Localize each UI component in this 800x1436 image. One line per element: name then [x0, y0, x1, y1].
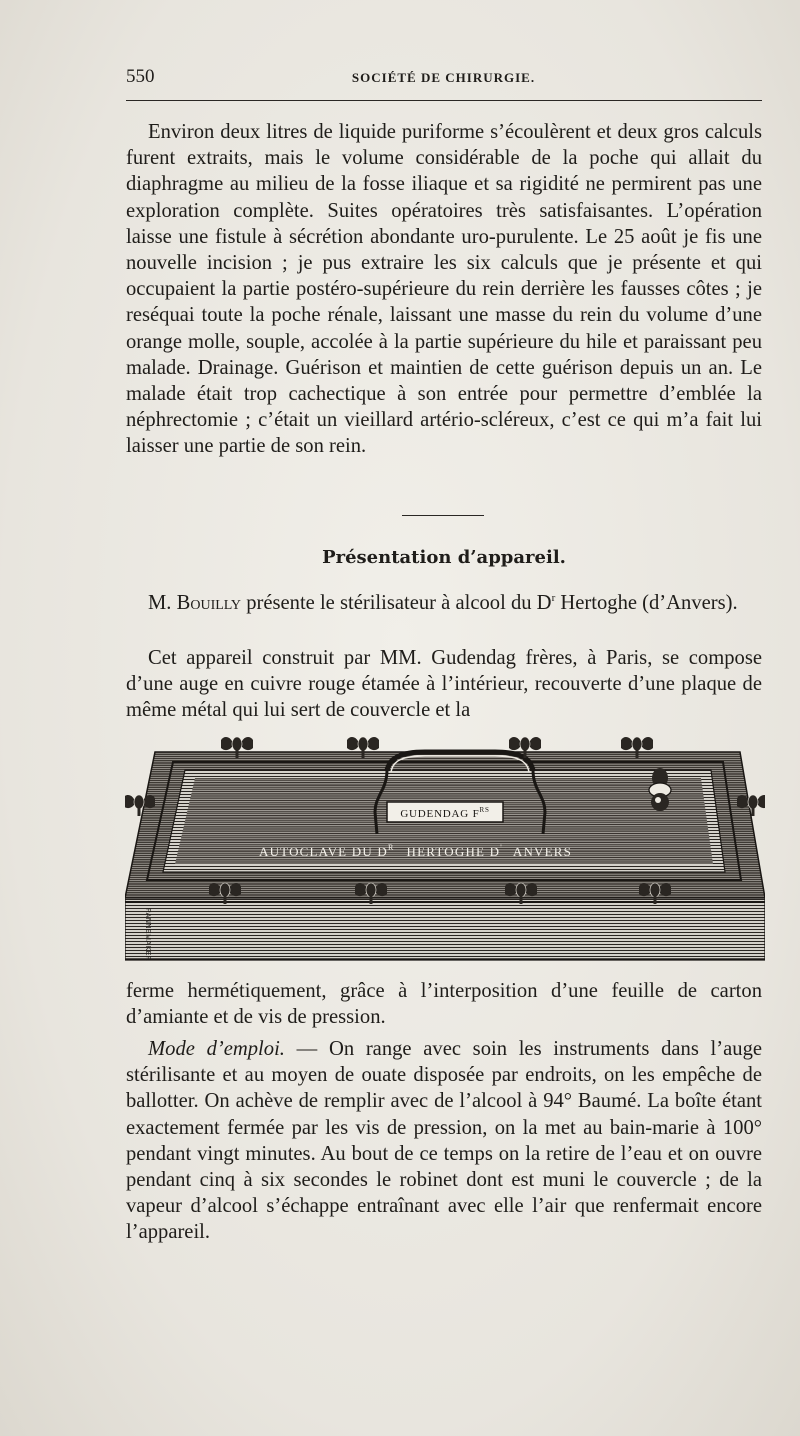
svg-text:GUDENDAG FRS: [400, 806, 489, 820]
engraver-signature-text: PANNEMAKER: [144, 908, 151, 962]
engraved-inscription: [259, 843, 572, 859]
running-title: SOCIÉTÉ DE CHIRURGIE.: [351, 70, 536, 85]
paragraph-apparatus-description: Cet appareil construit par MM. Gudendag frères, à Paris, se compose d’une auge en cuivre rouge étamée à l’intérieur, recouverte d’une plaque de même métal qui lui sert de couvercle et la: [126, 647, 762, 722]
superscript: r: [551, 592, 556, 605]
name-plate: [387, 802, 503, 822]
svg-text:AUTOCLAVE DU DRHERTOGHE D'ANVE: [259, 843, 572, 859]
lid: [125, 752, 765, 898]
section-heading: Présentation d’appareil.: [322, 547, 566, 568]
inscription-part-c: ANVERS: [512, 844, 573, 859]
paragraph-case-report: Environ deux litres de liquide puriforme s’écoulèrent et deux gros calculs furent extraits, mais le volume considérable de la poche qui allait du diaphragme au milieu de la fosse iliaque et sa rigidité ne permirent pas une exploration complète. Suites opératoires très satisfaisantes. L’opération laisse une fistule à sécrétion abondante uro-purulente. Le 25 août je fis une nouvelle incision ; je pus extraire les six calculs que je présente et qui occupaient la partie postéro-supérieure du rein derrière les fausses côtes ; je reséquai toute la poche rénale, laissant une masse du rein du volume d’une orange molle, souple, accolée à la partie supérieure du hile et paraissant peu malade. Drainage. Guérison et maintien de cette guérison depuis un an. Le malade était trop cachectique à son entrée pour permettre d’emblée la néphrectomie ; c’était un vieillard artério-scléreux, c’est ce qui m’a fait lui laisser une partie de son rein.: [126, 121, 762, 458]
inscription-sup-b: ': [500, 843, 503, 852]
instructions-text: — On range avec soin les instruments dans l’auge stérilisante et au moyen de ouate disposée par endroits, on les empêche de ballotter. On achève de remplir avec de l’alcool à 94° Baumé. La boîte étant exactement fermée par les vis de pression, on la met au bain-marie à 100° pendant vingt minutes. Au bout de ce temps on la retire de l’eau et on ouvre pendant cinq à six secondes le robinet dont est muni le couvercle ; de la vapeur d’alcool s’échappe entraînant avec elle l’air que renfermait encore l’appareil.: [126, 1038, 763, 1244]
text-run: M.: [148, 592, 177, 614]
page-header: [126, 66, 761, 94]
header-rule: [126, 100, 762, 101]
text-run: Hertoghe (d’Anvers).: [555, 592, 738, 614]
inscription-part-a: AUTOCLAVE DU D: [259, 844, 388, 859]
paragraph-presentation: [126, 590, 762, 616]
section-divider: [402, 515, 484, 516]
page-number: 550: [126, 66, 155, 87]
instructions-heading: Mode d’emploi.: [148, 1038, 285, 1060]
paragraph-seal: ferme hermétiquement, grâce à l’interposition d’une feuille de carton d’amiante et de vis de pression.: [126, 980, 762, 1029]
box-body: [125, 898, 765, 960]
autoclave-illustration: [125, 730, 765, 966]
paragraph-instructions: [126, 1036, 762, 1246]
plate-maker-sup: RS: [479, 806, 490, 814]
inscription-part-b: HERTOGHE D: [406, 844, 501, 859]
text-run: présente le stérilisateur à alcool du D: [241, 592, 552, 614]
inscription-sup-a: R: [388, 843, 395, 852]
presenter-name: Bouilly: [176, 592, 242, 614]
engraver-signature: [144, 908, 151, 962]
plate-maker-text: GUDENDAG F: [400, 808, 480, 820]
